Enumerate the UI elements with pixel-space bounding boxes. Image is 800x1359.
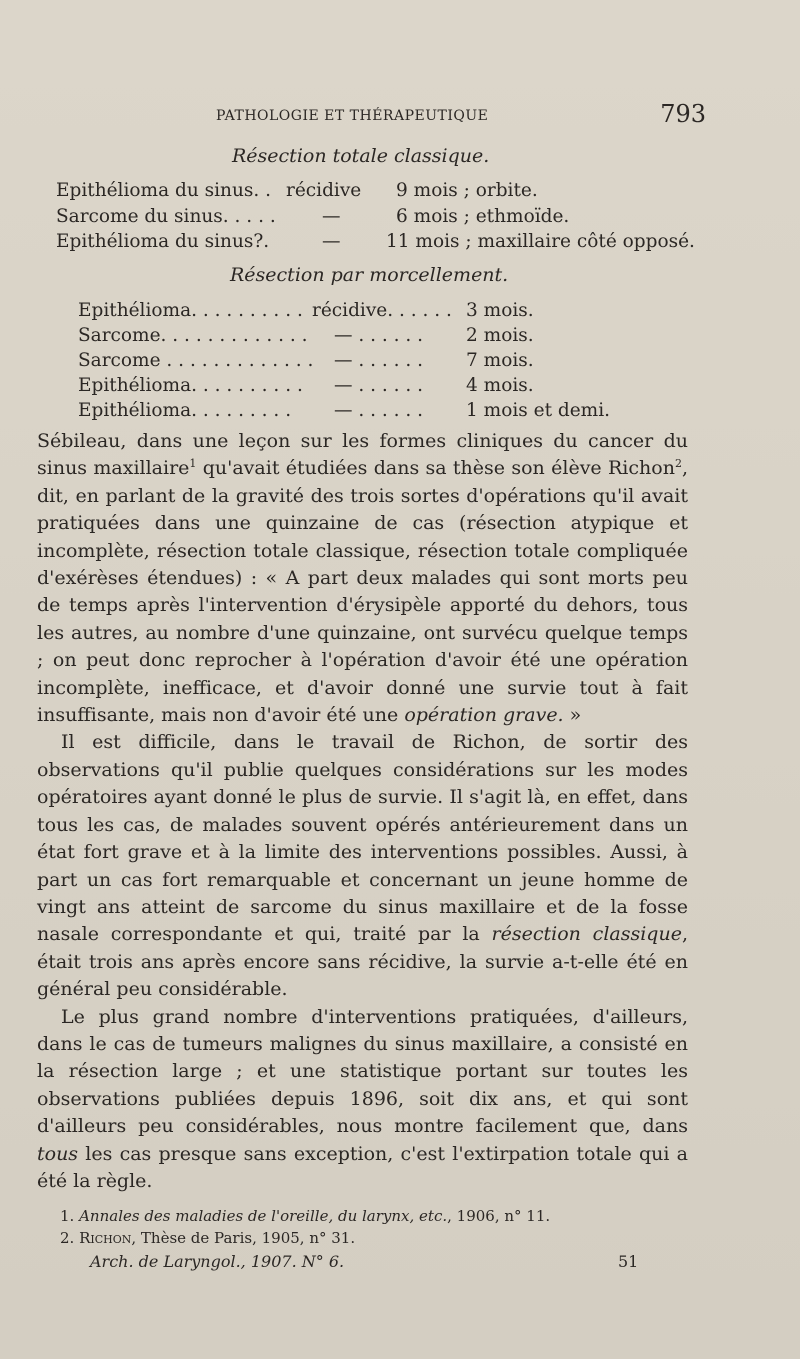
footnote-ref: 2	[674, 457, 682, 471]
body-text	[37, 428, 688, 1195]
footnote-ref: 1	[189, 457, 197, 471]
outcome: —	[322, 206, 341, 227]
table-row	[0, 325, 800, 351]
diagnosis: Epithélioma. . . . . . . . . .	[78, 300, 303, 321]
text-run: Sébileau, dans une leçon sur les formes cliniques du cancer du sinus maxillaire	[37, 430, 688, 480]
emphasis: résection classique	[491, 923, 682, 946]
emphasis: opération grave.	[404, 704, 564, 727]
section-title-resection-morcellement: Résection par morcellement.	[230, 264, 509, 286]
journal-title: Annales des maladies de l'oreille, du larynx, etc.	[79, 1207, 448, 1225]
diagnosis: Sarcome. . . . . . . . . . . . .	[78, 325, 308, 346]
table-row	[0, 231, 800, 257]
diagnosis: Sarcome du sinus. . . . .	[56, 206, 276, 227]
delay: 3 mois.	[466, 300, 534, 321]
section-title-resection-classique: Résection totale classique.	[232, 145, 490, 167]
delay: 4 mois.	[466, 375, 534, 396]
footnote-text: , Thèse de Paris, 1905, n° 31.	[131, 1229, 356, 1247]
page-header	[216, 102, 706, 132]
delay: 7 mois.	[466, 350, 534, 371]
text-run: Il est difficile, dans le travail de Richon, de sortir des observations qu'il publie quelques considérations sur les modes opératoires ayant donné le plus de survie. Il s'agit là, en effet, dans tous les cas, de malades souvent opérés antérieurement dans un état fort grave et à la limite des interventions possibles. Aussi, à part un cas fort remarquable et concernant un jeune homme de vingt ans atteint de sarcome du sinus maxillaire et de la fosse nasale correspondante et qui, traité par la	[37, 731, 688, 946]
delay: 9 mois ; orbite.	[396, 180, 538, 201]
outcome: — . . . . . .	[334, 350, 424, 371]
text-run: , dit, en parlant de la gravité des trois sortes d'opérations qu'il avait pratiquées dans une quinzaine de cas (résection atypique et incomplète, résection totale classique, résection totale compliquée d'exérèses étendues) : « A part deux malades qui sont morts peu de temps après l'intervention d'érysipèle apporté du dehors, tous les autres, au nombre d'une quinzaine, ont survécu quelque temps ; on peut donc reprocher à l'opération d'avoir été une opération incomplète, inefficace, et d'avoir donné une survie tout à fait insuffisante, mais non d'avoir été une	[37, 457, 688, 727]
table-row	[0, 400, 800, 426]
text-run: qu'avait étudiées dans sa thèse son élève Richon	[196, 457, 675, 480]
outcome: — . . . . . .	[334, 325, 424, 346]
footnote-1	[60, 1207, 550, 1225]
paragraph	[37, 428, 688, 729]
diagnosis: Epithélioma du sinus. .	[56, 180, 271, 201]
text-run: , était trois ans après encore sans récidive, la survie a-t-elle été en général peu considérable.	[37, 923, 688, 1001]
emphasis: tous	[37, 1142, 79, 1165]
diagnosis: Epithélioma. . . . . . . . .	[78, 400, 292, 421]
delay: 11 mois ; maxillaire côté opposé.	[386, 231, 695, 252]
delay: 1 mois et demi.	[466, 400, 611, 421]
sheet-number: 51	[618, 1252, 639, 1271]
outcome: — . . . . . .	[334, 400, 424, 421]
page-number: 793	[660, 100, 706, 128]
outcome: — . . . . . .	[334, 375, 424, 396]
paragraph	[37, 1004, 688, 1196]
outcome: récidive	[286, 180, 362, 201]
footnote-number: 2.	[60, 1229, 75, 1247]
table-row	[0, 375, 800, 401]
diagnosis: Epithélioma du sinus?.	[56, 231, 270, 252]
table-row	[0, 180, 800, 206]
footnote-text: , 1906, n° 11.	[447, 1207, 551, 1225]
journal-signature: Arch. de Laryngol., 1907. N° 6.	[90, 1252, 345, 1271]
running-title: PATHOLOGIE ET THÉRAPEUTIQUE	[216, 108, 489, 124]
outcome: récidive. . . . . .	[312, 300, 452, 321]
text-run: les cas presque sans exception, c'est l'extirpation totale qui a été la règle.	[37, 1142, 688, 1192]
outcome: —	[322, 231, 341, 252]
paragraph	[37, 729, 688, 1003]
table-row	[0, 206, 800, 232]
author-name: Richon	[79, 1229, 132, 1247]
delay: 6 mois ; ethmoïde.	[396, 206, 570, 227]
delay: 2 mois.	[466, 325, 534, 346]
table-row	[0, 300, 800, 326]
text-run: »	[563, 704, 582, 727]
text-run: Le plus grand nombre d'interventions pratiquées, d'ailleurs, dans le cas de tumeurs malignes du sinus maxillaire, a consisté en la résection large ; et une statistique portant sur toutes les observations publiées depuis 1896, soit dix ans, et qui sont d'ailleurs peu considérables, nous montre facilement que, dans	[37, 1005, 688, 1138]
footnote-number: 1.	[60, 1207, 75, 1225]
table-row	[0, 350, 800, 376]
footnote-2	[60, 1229, 355, 1247]
diagnosis: Sarcome . . . . . . . . . . . . .	[78, 350, 314, 371]
diagnosis: Epithélioma. . . . . . . . . .	[78, 375, 303, 396]
